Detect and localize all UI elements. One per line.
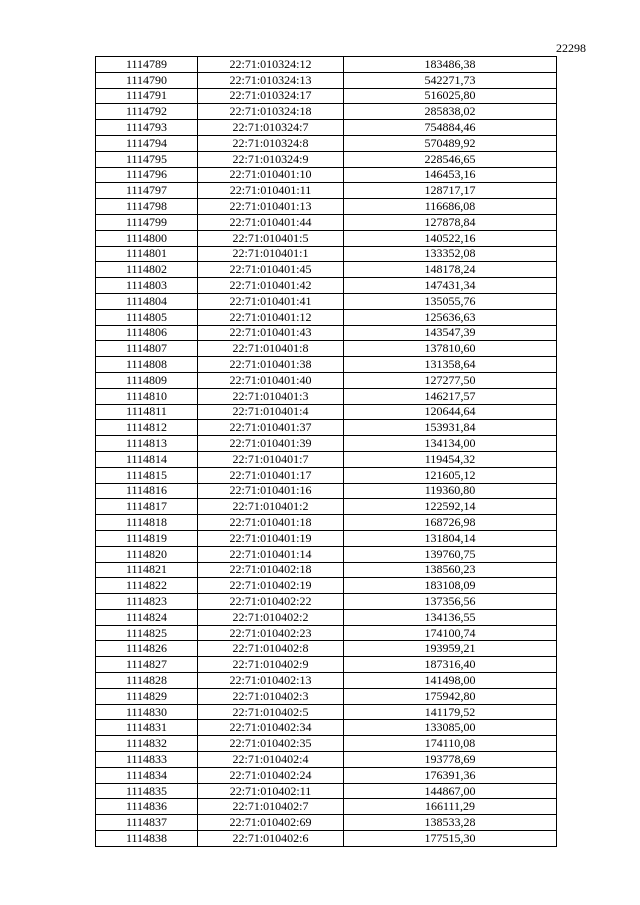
cadastral-number-cell: 22:71:010401:43 — [198, 325, 344, 341]
table-row — [96, 562, 557, 578]
cadastral-number-cell: 22:71:010401:44 — [198, 214, 344, 230]
table-row — [96, 546, 557, 562]
table-row — [96, 199, 557, 215]
cadastral-number-cell: 22:71:010402:19 — [198, 578, 344, 594]
table-row — [96, 467, 557, 483]
table-row — [96, 357, 557, 373]
row-number-cell: 1114817 — [96, 499, 198, 515]
cadastral-number-cell: 22:71:010324:8 — [198, 135, 344, 151]
table-row — [96, 720, 557, 736]
table-row — [96, 688, 557, 704]
cadastral-number-cell: 22:71:010401:11 — [198, 183, 344, 199]
cadastral-number-cell: 22:71:010402:18 — [198, 562, 344, 578]
cadastral-number-cell: 22:71:010401:37 — [198, 420, 344, 436]
cadastral-value-cell: 134136,55 — [344, 609, 557, 625]
cadastral-value-cell: 516025,80 — [344, 88, 557, 104]
table-row — [96, 831, 557, 847]
cadastral-number-cell: 22:71:010401:40 — [198, 372, 344, 388]
table-row — [96, 246, 557, 262]
row-number-cell: 1114829 — [96, 688, 198, 704]
table-row — [96, 436, 557, 452]
cadastral-number-cell: 22:71:010324:9 — [198, 151, 344, 167]
row-number-cell: 1114792 — [96, 104, 198, 120]
cadastral-number-cell: 22:71:010401:10 — [198, 167, 344, 183]
cadastral-number-cell: 22:71:010401:2 — [198, 499, 344, 515]
cadastral-number-cell: 22:71:010401:39 — [198, 436, 344, 452]
table-row — [96, 515, 557, 531]
cadastral-number-cell: 22:71:010401:42 — [198, 278, 344, 294]
row-number-cell: 1114791 — [96, 88, 198, 104]
table-row — [96, 325, 557, 341]
row-number-cell: 1114794 — [96, 135, 198, 151]
cadastral-value-cell: 143547,39 — [344, 325, 557, 341]
cadastral-number-cell: 22:71:010401:7 — [198, 451, 344, 467]
row-number-cell: 1114798 — [96, 199, 198, 215]
table-row — [96, 183, 557, 199]
row-number-cell: 1114823 — [96, 594, 198, 610]
cadastral-value-cell: 119360,80 — [344, 483, 557, 499]
row-number-cell: 1114818 — [96, 515, 198, 531]
cadastral-number-cell: 22:71:010402:13 — [198, 673, 344, 689]
cadastral-value-cell: 177515,30 — [344, 831, 557, 847]
row-number-cell: 1114819 — [96, 530, 198, 546]
table-row — [96, 451, 557, 467]
table-row — [96, 625, 557, 641]
cadastral-value-cell: 125636,63 — [344, 309, 557, 325]
table-row — [96, 262, 557, 278]
table-row — [96, 167, 557, 183]
row-number-cell: 1114833 — [96, 752, 198, 768]
cadastral-value-cell: 144867,00 — [344, 783, 557, 799]
cadastral-value-cell: 141498,00 — [344, 673, 557, 689]
cadastral-number-cell: 22:71:010401:19 — [198, 530, 344, 546]
table-row — [96, 388, 557, 404]
cadastral-value-cell: 166111,29 — [344, 799, 557, 815]
page-number: 22298 — [556, 41, 586, 55]
row-number-cell: 1114816 — [96, 483, 198, 499]
row-number-cell: 1114807 — [96, 341, 198, 357]
table-row — [96, 783, 557, 799]
table-row — [96, 767, 557, 783]
cadastral-value-cell: 133085,00 — [344, 720, 557, 736]
cadastral-number-cell: 22:71:010324:7 — [198, 120, 344, 136]
cadastral-number-cell: 22:71:010401:38 — [198, 357, 344, 373]
row-number-cell: 1114805 — [96, 309, 198, 325]
row-number-cell: 1114838 — [96, 831, 198, 847]
row-number-cell: 1114810 — [96, 388, 198, 404]
row-number-cell: 1114803 — [96, 278, 198, 294]
cadastral-number-cell: 22:71:010402:5 — [198, 704, 344, 720]
table-row — [96, 341, 557, 357]
row-number-cell: 1114826 — [96, 641, 198, 657]
cadastral-value-cell: 131804,14 — [344, 530, 557, 546]
row-number-cell: 1114793 — [96, 120, 198, 136]
table-row — [96, 151, 557, 167]
cadastral-number-cell: 22:71:010402:11 — [198, 783, 344, 799]
cadastral-value-cell: 121605,12 — [344, 467, 557, 483]
row-number-cell: 1114815 — [96, 467, 198, 483]
cadastral-number-cell: 22:71:010402:6 — [198, 831, 344, 847]
row-number-cell: 1114835 — [96, 783, 198, 799]
cadastral-value-cell: 146217,57 — [344, 388, 557, 404]
row-number-cell: 1114802 — [96, 262, 198, 278]
cadastral-number-cell: 22:71:010324:17 — [198, 88, 344, 104]
row-number-cell: 1114796 — [96, 167, 198, 183]
cadastral-number-cell: 22:71:010401:1 — [198, 246, 344, 262]
cadastral-number-cell: 22:71:010401:16 — [198, 483, 344, 499]
cadastral-number-cell: 22:71:010402:22 — [198, 594, 344, 610]
row-number-cell: 1114828 — [96, 673, 198, 689]
table-row — [96, 641, 557, 657]
cadastral-value-cell: 134134,00 — [344, 436, 557, 452]
cadastral-value-cell: 133352,08 — [344, 246, 557, 262]
row-number-cell: 1114822 — [96, 578, 198, 594]
table-row — [96, 673, 557, 689]
row-number-cell: 1114830 — [96, 704, 198, 720]
table-row — [96, 530, 557, 546]
row-number-cell: 1114806 — [96, 325, 198, 341]
cadastral-value-cell: 285838,02 — [344, 104, 557, 120]
row-number-cell: 1114789 — [96, 57, 198, 73]
cadastral-value-cell: 146453,16 — [344, 167, 557, 183]
row-number-cell: 1114801 — [96, 246, 198, 262]
cadastral-value-cell: 228546,65 — [344, 151, 557, 167]
table-row — [96, 278, 557, 294]
cadastral-value-cell: 174100,74 — [344, 625, 557, 641]
table-row — [96, 88, 557, 104]
cadastral-number-cell: 22:71:010401:8 — [198, 341, 344, 357]
cadastral-value-cell: 183486,38 — [344, 57, 557, 73]
table-row — [96, 57, 557, 73]
table-row — [96, 230, 557, 246]
cadastral-number-cell: 22:71:010402:35 — [198, 736, 344, 752]
cadastral-number-cell: 22:71:010401:4 — [198, 404, 344, 420]
row-number-cell: 1114790 — [96, 72, 198, 88]
cadastral-value-cell: 176391,36 — [344, 767, 557, 783]
table-row — [96, 120, 557, 136]
cadastral-value-cell: 187316,40 — [344, 657, 557, 673]
cadastral-value-cell: 128717,17 — [344, 183, 557, 199]
table-row — [96, 135, 557, 151]
cadastral-number-cell: 22:71:010401:41 — [198, 293, 344, 309]
cadastral-number-cell: 22:71:010401:17 — [198, 467, 344, 483]
row-number-cell: 1114812 — [96, 420, 198, 436]
row-number-cell: 1114814 — [96, 451, 198, 467]
cadastral-number-cell: 22:71:010401:14 — [198, 546, 344, 562]
cadastral-number-cell: 22:71:010401:45 — [198, 262, 344, 278]
row-number-cell: 1114836 — [96, 799, 198, 815]
cadastral-value-cell: 116686,08 — [344, 199, 557, 215]
cadastral-value-cell: 147431,34 — [344, 278, 557, 294]
table-row — [96, 372, 557, 388]
cadastral-value-cell: 148178,24 — [344, 262, 557, 278]
cadastral-number-cell: 22:71:010401:13 — [198, 199, 344, 215]
cadastral-value-cell: 183108,09 — [344, 578, 557, 594]
cadastral-value-cell: 127878,84 — [344, 214, 557, 230]
cadastral-value-cell: 174110,08 — [344, 736, 557, 752]
cadastral-number-cell: 22:71:010402:69 — [198, 815, 344, 831]
cadastral-number-cell: 22:71:010401:18 — [198, 515, 344, 531]
row-number-cell: 1114824 — [96, 609, 198, 625]
table-row — [96, 736, 557, 752]
row-number-cell: 1114827 — [96, 657, 198, 673]
row-number-cell: 1114808 — [96, 357, 198, 373]
cadastral-number-cell: 22:71:010402:4 — [198, 752, 344, 768]
cadastral-number-cell: 22:71:010402:34 — [198, 720, 344, 736]
row-number-cell: 1114799 — [96, 214, 198, 230]
cadastral-value-cell: 131358,64 — [344, 357, 557, 373]
cadastral-value-cell: 119454,32 — [344, 451, 557, 467]
table-row — [96, 594, 557, 610]
row-number-cell: 1114834 — [96, 767, 198, 783]
cadastral-number-cell: 22:71:010402:23 — [198, 625, 344, 641]
table-row — [96, 293, 557, 309]
row-number-cell: 1114811 — [96, 404, 198, 420]
cadastral-number-cell: 22:71:010324:13 — [198, 72, 344, 88]
table-row — [96, 309, 557, 325]
table-row — [96, 815, 557, 831]
row-number-cell: 1114831 — [96, 720, 198, 736]
cadastral-value-cell: 139760,75 — [344, 546, 557, 562]
cadastral-value-cell: 120644,64 — [344, 404, 557, 420]
cadastral-value-cell: 542271,73 — [344, 72, 557, 88]
row-number-cell: 1114797 — [96, 183, 198, 199]
table-row — [96, 72, 557, 88]
cadastral-number-cell: 22:71:010401:12 — [198, 309, 344, 325]
row-number-cell: 1114813 — [96, 436, 198, 452]
row-number-cell: 1114809 — [96, 372, 198, 388]
cadastral-value-cell: 193778,69 — [344, 752, 557, 768]
cadastral-number-cell: 22:71:010402:8 — [198, 641, 344, 657]
cadastral-number-cell: 22:71:010402:7 — [198, 799, 344, 815]
row-number-cell: 1114800 — [96, 230, 198, 246]
table-row — [96, 657, 557, 673]
cadastral-value-cell: 137810,60 — [344, 341, 557, 357]
cadastral-number-cell: 22:71:010324:18 — [198, 104, 344, 120]
cadastral-value-cell: 193959,21 — [344, 641, 557, 657]
cadastral-number-cell: 22:71:010402:9 — [198, 657, 344, 673]
cadastral-number-cell: 22:71:010324:12 — [198, 57, 344, 73]
cadastral-value-table — [95, 56, 557, 847]
cadastral-number-cell: 22:71:010402:3 — [198, 688, 344, 704]
cadastral-value-cell: 127277,50 — [344, 372, 557, 388]
row-number-cell: 1114837 — [96, 815, 198, 831]
table-row — [96, 483, 557, 499]
cadastral-value-cell: 122592,14 — [344, 499, 557, 515]
row-number-cell: 1114832 — [96, 736, 198, 752]
cadastral-value-cell: 135055,76 — [344, 293, 557, 309]
table-row — [96, 609, 557, 625]
cadastral-value-cell: 138533,28 — [344, 815, 557, 831]
cadastral-value-cell: 754884,46 — [344, 120, 557, 136]
row-number-cell: 1114795 — [96, 151, 198, 167]
cadastral-value-cell: 141179,52 — [344, 704, 557, 720]
table-row — [96, 404, 557, 420]
cadastral-value-cell: 140522,16 — [344, 230, 557, 246]
table-row — [96, 104, 557, 120]
table-row — [96, 704, 557, 720]
row-number-cell: 1114821 — [96, 562, 198, 578]
cadastral-value-cell: 168726,98 — [344, 515, 557, 531]
cadastral-value-cell: 153931,84 — [344, 420, 557, 436]
table-row — [96, 752, 557, 768]
cadastral-value-cell: 175942,80 — [344, 688, 557, 704]
cadastral-value-cell: 570489,92 — [344, 135, 557, 151]
table-row — [96, 499, 557, 515]
cadastral-number-cell: 22:71:010401:3 — [198, 388, 344, 404]
table-row — [96, 578, 557, 594]
table-row — [96, 420, 557, 436]
cadastral-value-cell: 138560,23 — [344, 562, 557, 578]
table-row — [96, 214, 557, 230]
row-number-cell: 1114804 — [96, 293, 198, 309]
row-number-cell: 1114825 — [96, 625, 198, 641]
cadastral-number-cell: 22:71:010401:5 — [198, 230, 344, 246]
row-number-cell: 1114820 — [96, 546, 198, 562]
table-row — [96, 799, 557, 815]
cadastral-number-cell: 22:71:010402:2 — [198, 609, 344, 625]
cadastral-value-cell: 137356,56 — [344, 594, 557, 610]
cadastral-number-cell: 22:71:010402:24 — [198, 767, 344, 783]
